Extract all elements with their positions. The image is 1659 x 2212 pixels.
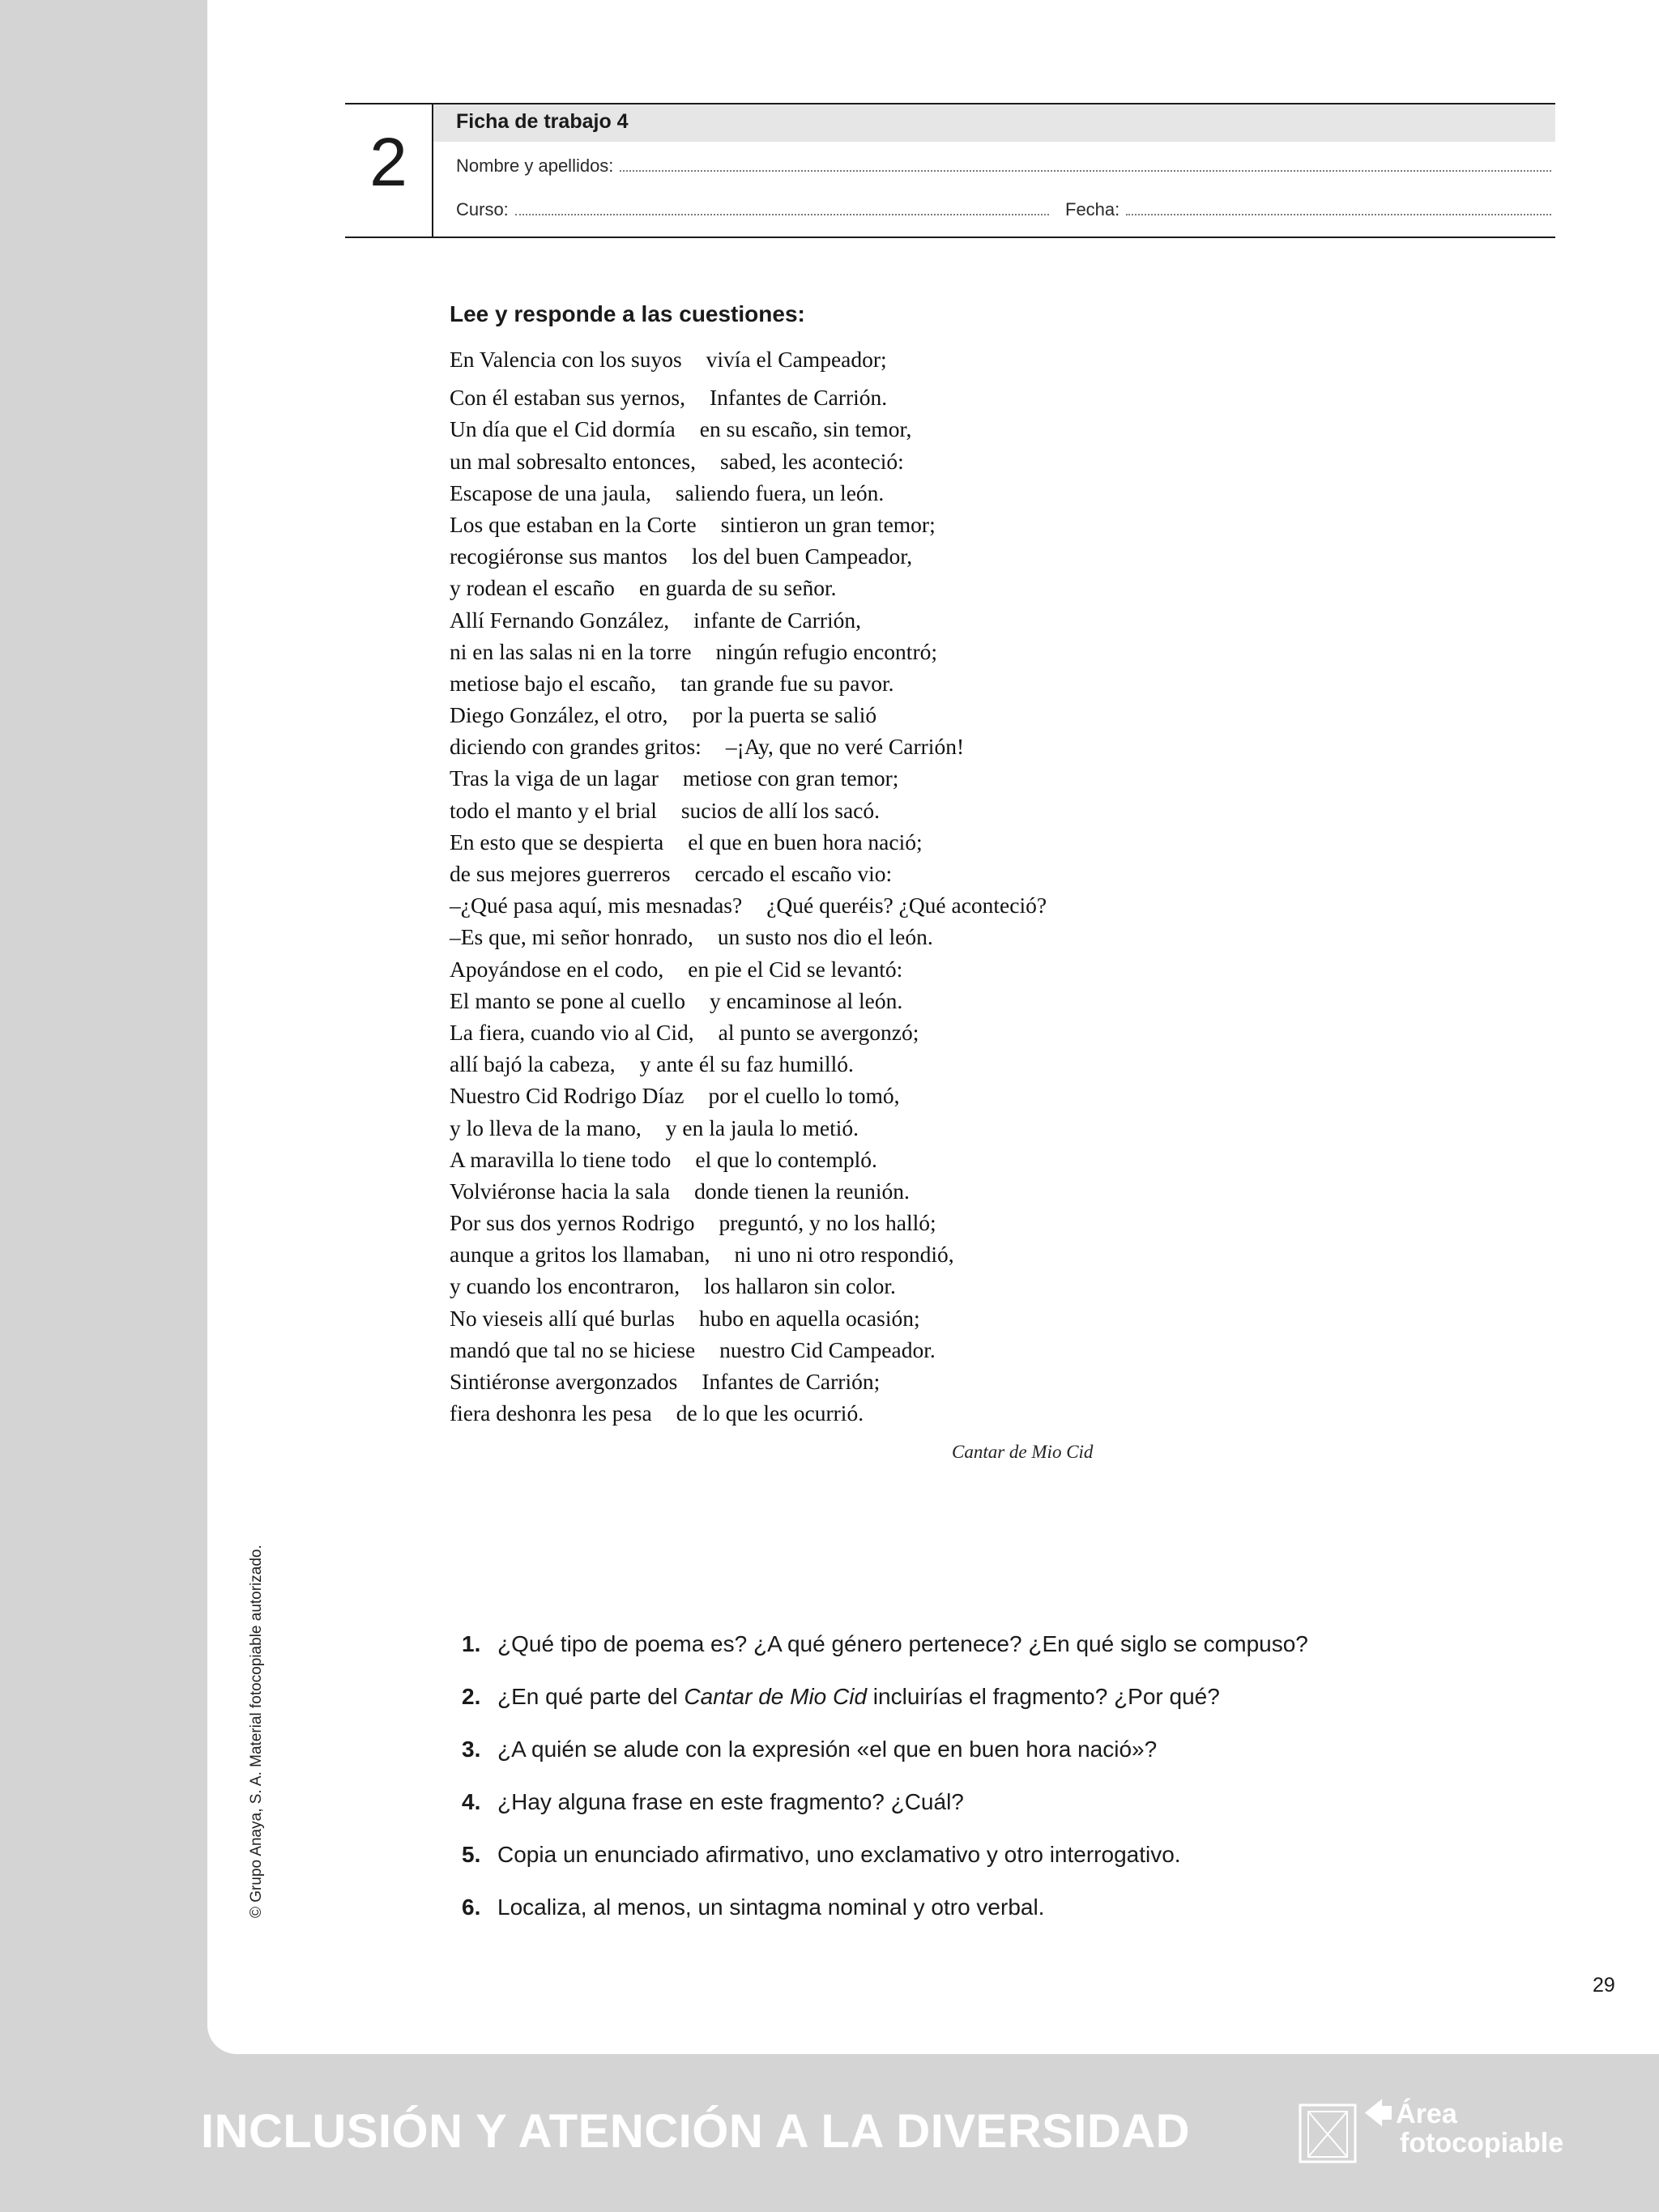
question-text: ¿Qué tipo de poema es? ¿A qué género pertenece? ¿En qué siglo se compuso? bbox=[497, 1631, 1308, 1656]
question-item bbox=[462, 1684, 1308, 1737]
verse-second-hemistich: un susto nos dio el león. bbox=[717, 924, 933, 950]
verse-first-hemistich: y cuando los encontraron, bbox=[450, 1273, 680, 1299]
question-text-pre: ¿En qué parte del bbox=[497, 1684, 684, 1709]
verse-second-hemistich: Infantes de Carrión. bbox=[710, 385, 888, 411]
question-list bbox=[462, 1631, 1308, 1947]
unit-number: 2 bbox=[369, 124, 407, 200]
name-label: Nombre y apellidos: bbox=[456, 156, 614, 176]
verse-first-hemistich: Por sus dos yernos Rodrigo bbox=[450, 1210, 695, 1236]
course-label: Curso: bbox=[456, 199, 509, 219]
verse-first-hemistich: Los que estaban en la Corte bbox=[450, 511, 697, 537]
poem-verse bbox=[450, 1048, 1179, 1080]
poem-verse bbox=[450, 1238, 1179, 1270]
verse-second-hemistich: y encaminose al león. bbox=[709, 987, 903, 1013]
poem-verse bbox=[450, 1207, 1179, 1238]
poem-verse bbox=[450, 985, 1179, 1016]
question-number: 3. bbox=[462, 1737, 481, 1762]
verse-second-hemistich: sucios de allí los sacó. bbox=[680, 797, 881, 823]
poem-verse bbox=[450, 731, 1179, 762]
poem-verse bbox=[450, 858, 1179, 889]
verse-second-hemistich: tan grande fue su pavor. bbox=[680, 670, 894, 696]
verse-first-hemistich: Sintiéronse avergonzados bbox=[450, 1369, 678, 1394]
question-number: 4. bbox=[462, 1789, 481, 1814]
verse-first-hemistich: En Valencia con los suyos bbox=[450, 347, 682, 372]
verse-first-hemistich: A maravilla lo tiene todo bbox=[450, 1146, 672, 1172]
verse-first-hemistich: Apoyándose en el codo, bbox=[450, 956, 664, 982]
worksheet-title: Ficha de trabajo 4 bbox=[456, 110, 629, 133]
verse-second-hemistich: cercado el escaño vio: bbox=[694, 861, 893, 886]
poem-verse bbox=[450, 921, 1179, 953]
poem-verse bbox=[450, 699, 1179, 731]
verse-first-hemistich: allí bajó la cabeza, bbox=[450, 1051, 616, 1077]
date-field[interactable] bbox=[1065, 199, 1551, 220]
arrow-left-icon: 🡄 bbox=[1364, 2099, 1393, 2129]
question-item bbox=[462, 1894, 1308, 1947]
verse-first-hemistich: En esto que se despierta bbox=[450, 829, 664, 855]
verse-first-hemistich: Volviéronse hacia la sala bbox=[450, 1178, 671, 1204]
poem-verse bbox=[450, 604, 1179, 636]
verse-second-hemistich: el que lo contempló. bbox=[695, 1146, 877, 1172]
verse-first-hemistich: ni en las salas ni en la torre bbox=[450, 638, 692, 664]
verse-first-hemistich: Nuestro Cid Rodrigo Díaz bbox=[450, 1083, 684, 1109]
footer-title: INCLUSIÓN Y ATENCIÓN A LA DIVERSIDAD bbox=[201, 2105, 1191, 2158]
poem-verse bbox=[450, 572, 1179, 603]
instruction-heading: Lee y responde a las cuestiones: bbox=[450, 301, 805, 326]
verse-second-hemistich: saliendo fuera, un león. bbox=[675, 479, 885, 505]
question-item bbox=[462, 1842, 1308, 1894]
verse-second-hemistich: –¡Ay, que no veré Carrión! bbox=[725, 734, 965, 760]
question-number: 2. bbox=[462, 1684, 481, 1709]
course-line[interactable] bbox=[515, 213, 1049, 215]
poem-verse bbox=[450, 381, 1179, 413]
verse-second-hemistich: los hallaron sin color. bbox=[704, 1273, 896, 1299]
question-item bbox=[462, 1789, 1308, 1842]
area-line-1: Área bbox=[1396, 2099, 1457, 2129]
question-number: 5. bbox=[462, 1842, 481, 1867]
question-item bbox=[462, 1631, 1308, 1684]
verse-first-hemistich: de sus mejores guerreros bbox=[450, 861, 671, 886]
question-number: 6. bbox=[462, 1894, 481, 1920]
verse-first-hemistich: aunque a gritos los llamaban, bbox=[450, 1242, 710, 1268]
poem-verse bbox=[450, 413, 1179, 445]
verse-first-hemistich: mandó que tal no se hiciese bbox=[450, 1336, 696, 1362]
question-text: ¿Hay alguna frase en este fragmento? ¿Cuál? bbox=[497, 1789, 964, 1814]
poem-verse bbox=[450, 953, 1179, 985]
verse-second-hemistich: donde tienen la reunión. bbox=[694, 1178, 910, 1204]
verse-second-hemistich: y en la jaula lo metió. bbox=[665, 1115, 859, 1140]
poem-verse bbox=[450, 795, 1179, 826]
poem-verse bbox=[450, 1397, 1179, 1429]
verse-second-hemistich: ni uno ni otro respondió, bbox=[734, 1242, 954, 1268]
question-text: ¿A quién se alude con la expresión «el que en buen hora nació»? bbox=[497, 1737, 1158, 1762]
verse-first-hemistich: Allí Fernando González, bbox=[450, 607, 670, 633]
poem-source: Cantar de Mio Cid bbox=[952, 1442, 1094, 1462]
verse-first-hemistich: Un día que el Cid dormía bbox=[450, 416, 676, 442]
verse-second-hemistich: ¿Qué queréis? ¿Qué aconteció? bbox=[766, 893, 1047, 918]
poem-verse bbox=[450, 1334, 1179, 1366]
verse-first-hemistich: Tras la viga de un lagar bbox=[450, 765, 659, 791]
verse-second-hemistich: al punto se avergonzó; bbox=[718, 1019, 919, 1045]
verse-second-hemistich: infante de Carrión, bbox=[693, 607, 862, 633]
verse-second-hemistich: Infantes de Carrión; bbox=[702, 1369, 881, 1394]
verse-second-hemistich: vivía el Campeador; bbox=[706, 347, 887, 372]
poem-verse bbox=[450, 667, 1179, 699]
poem-verse bbox=[450, 636, 1179, 667]
verse-second-hemistich: por la puerta se salió bbox=[692, 702, 877, 728]
verse-second-hemistich: el que en buen hora nació; bbox=[688, 829, 923, 855]
verse-first-hemistich: El manto se pone al cuello bbox=[450, 987, 685, 1013]
poem-verse bbox=[450, 343, 1179, 375]
verse-first-hemistich: diciendo con grandes gritos: bbox=[450, 734, 702, 760]
verse-first-hemistich: –Es que, mi señor honrado, bbox=[450, 924, 693, 950]
poem-verse bbox=[450, 1144, 1179, 1175]
footer-area-label bbox=[1364, 2099, 1563, 2158]
verse-second-hemistich: sabed, les aconteció: bbox=[719, 448, 904, 474]
poem-verse bbox=[450, 445, 1179, 477]
poem-verse bbox=[450, 762, 1179, 794]
name-line[interactable] bbox=[620, 169, 1551, 172]
verse-second-hemistich: preguntó, y no los halló; bbox=[719, 1210, 936, 1236]
copyright-note: © Grupo Anaya, S. A. Material fotocopiable autorizado. bbox=[248, 1545, 265, 1918]
verse-first-hemistich: fiera deshonra les pesa bbox=[450, 1400, 652, 1426]
poem-text bbox=[450, 343, 1179, 1429]
date-line[interactable] bbox=[1126, 213, 1551, 215]
poem-verse bbox=[450, 1080, 1179, 1111]
verse-second-hemistich: de lo que les ocurrió. bbox=[676, 1400, 864, 1426]
verse-first-hemistich: Diego González, el otro, bbox=[450, 702, 668, 728]
verse-second-hemistich: en su escaño, sin temor, bbox=[699, 416, 912, 442]
verse-first-hemistich: recogiéronse sus mantos bbox=[450, 543, 667, 569]
verse-first-hemistich: metiose bajo el escaño, bbox=[450, 670, 657, 696]
photocopy-icon bbox=[1299, 2103, 1357, 2163]
poem-verse bbox=[450, 1112, 1179, 1144]
verse-first-hemistich: Con él estaban sus yernos, bbox=[450, 385, 685, 411]
verse-second-hemistich: ningún refugio encontró; bbox=[715, 638, 937, 664]
verse-first-hemistich: todo el manto y el brial bbox=[450, 797, 657, 823]
poem-verse bbox=[450, 826, 1179, 858]
question-text-post: incluirías el fragmento? ¿Por qué? bbox=[867, 1684, 1220, 1709]
poem-verse bbox=[450, 1016, 1179, 1048]
question-item bbox=[462, 1737, 1308, 1789]
poem-verse bbox=[450, 477, 1179, 509]
poem-verse bbox=[450, 1366, 1179, 1397]
verse-second-hemistich: por el cuello lo tomó, bbox=[708, 1083, 900, 1109]
question-number: 1. bbox=[462, 1631, 481, 1656]
area-line-2: fotocopiable bbox=[1400, 2128, 1564, 2159]
question-text bbox=[497, 1684, 1220, 1737]
course-field[interactable] bbox=[456, 199, 1049, 220]
verse-first-hemistich: y lo lleva de la mano, bbox=[450, 1115, 642, 1140]
poem-verse bbox=[450, 1270, 1179, 1302]
verse-first-hemistich: un mal sobresalto entonces, bbox=[450, 448, 696, 474]
verse-first-hemistich: y rodean el escaño bbox=[450, 575, 615, 601]
header-bottom-rule bbox=[345, 237, 1555, 238]
verse-second-hemistich: en pie el Cid se levantó: bbox=[688, 956, 903, 982]
work-title: Cantar de Mio Cid bbox=[684, 1684, 868, 1709]
question-text: Localiza, al menos, un sintagma nominal y otro verbal. bbox=[497, 1894, 1045, 1920]
verse-second-hemistich: los del buen Campeador, bbox=[691, 543, 913, 569]
verse-first-hemistich: La fiera, cuando vio al Cid, bbox=[450, 1019, 694, 1045]
poem-verse bbox=[450, 1175, 1179, 1207]
verse-first-hemistich: Escapose de una jaula, bbox=[450, 479, 651, 505]
poem-verse bbox=[450, 540, 1179, 572]
question-text: Copia un enunciado afirmativo, uno exclamativo y otro interrogativo. bbox=[497, 1842, 1181, 1867]
verse-second-hemistich: y ante él su faz humilló. bbox=[639, 1051, 854, 1077]
verse-first-hemistich: No vieseis allí qué burlas bbox=[450, 1305, 675, 1331]
poem-verse bbox=[450, 889, 1179, 921]
verse-second-hemistich: en guarda de su señor. bbox=[638, 575, 837, 601]
page-number: 29 bbox=[1593, 1974, 1615, 1997]
verse-second-hemistich: hubo en aquella ocasión; bbox=[699, 1305, 920, 1331]
verse-first-hemistich: –¿Qué pasa aquí, mis mesnadas? bbox=[450, 893, 743, 918]
name-field[interactable] bbox=[456, 156, 1551, 177]
verse-second-hemistich: nuestro Cid Campeador. bbox=[719, 1336, 936, 1362]
verse-second-hemistich: metiose con gran temor; bbox=[682, 765, 899, 791]
header-divider bbox=[432, 103, 433, 238]
date-label: Fecha: bbox=[1065, 199, 1120, 219]
poem-verse bbox=[450, 509, 1179, 540]
verse-second-hemistich: sintieron un gran temor; bbox=[720, 511, 936, 537]
poem-verse bbox=[450, 1302, 1179, 1334]
